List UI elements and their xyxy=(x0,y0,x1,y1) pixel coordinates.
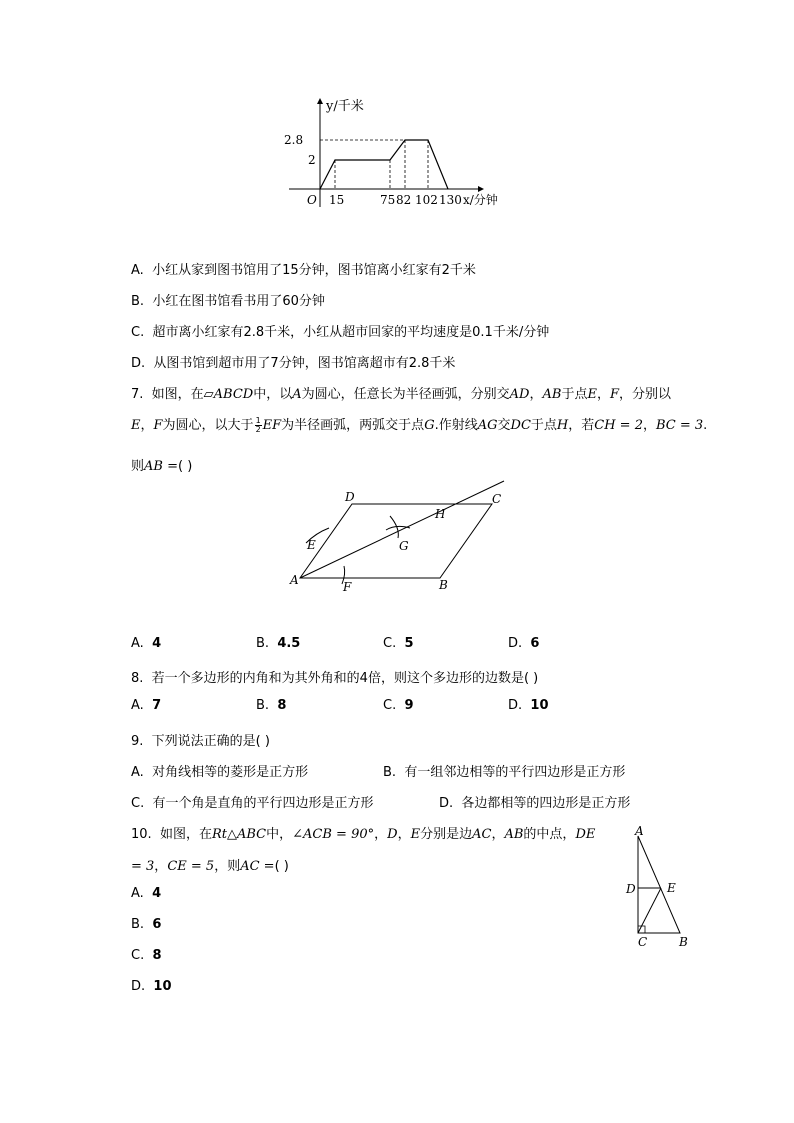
q10-stem-line2: = 3，CE = 5，则AC =( ) xyxy=(131,859,289,874)
y-tick-2: 2 xyxy=(308,153,316,167)
q7-option-c: C. 5 xyxy=(383,636,414,651)
q6-option-b: B. 小红在图书馆看书用了60分钟 xyxy=(131,294,325,309)
x-tick-130: 130 xyxy=(439,193,462,207)
label-b: B xyxy=(439,578,448,592)
q7-stem-line1: 7. 如图，在▱ABCD中，以A为圆心，任意长为半径画弧，分别交AD，AB于点E，F，分别以 xyxy=(131,387,672,402)
q10-option-b: B. 6 xyxy=(131,917,162,932)
q8-option-c: C. 9 xyxy=(383,698,414,713)
q7-option-b: B. 4.5 xyxy=(256,636,301,651)
q10-option-d: D. 10 xyxy=(131,979,172,994)
label-h: H xyxy=(435,507,446,521)
q7-stem-line3: 则AB =( ) xyxy=(131,459,193,474)
origin-label: O xyxy=(307,193,317,207)
label-c: C xyxy=(492,492,502,506)
q9-stem: 9. 下列说法正确的是( ) xyxy=(131,734,270,749)
label-e: E xyxy=(667,881,676,895)
ray-ag xyxy=(300,481,504,578)
graph-line xyxy=(320,140,448,189)
label-b: B xyxy=(679,935,688,949)
q8-stem: 8. 若一个多边形的内角和为其外角和的4倍，则这个多边形的边数是( ) xyxy=(131,671,539,686)
q9-option-d: D. 各边都相等的四边形是正方形 xyxy=(439,796,631,811)
y-axis-label: y/千米 xyxy=(326,99,364,114)
q7-option-a: A. 4 xyxy=(131,636,162,651)
q8-option-a: A. 7 xyxy=(131,698,162,713)
q10-option-c: C. 8 xyxy=(131,948,162,963)
fraction-one-half: $\frac{1}{2}$ xyxy=(255,416,261,434)
q8-option-d: D. 10 xyxy=(508,698,549,713)
q8-option-b: B. 8 xyxy=(256,698,287,713)
label-a: A xyxy=(290,573,299,587)
y-tick-2.8: 2.8 xyxy=(284,133,304,147)
x-tick-15: 15 xyxy=(329,193,345,207)
q10-stem-line1: 10. 如图，在Rt△ABC中，∠ACB = 90°，D，E分别是边AC，AB的中点，DE xyxy=(131,827,596,842)
x-tick-82: 82 xyxy=(396,193,412,207)
parallelogram-figure xyxy=(280,478,520,596)
x-axis-label: x/分钟 xyxy=(463,193,498,207)
label-a: A xyxy=(635,824,644,838)
label-e: E xyxy=(307,538,316,552)
q9-option-b: B. 有一组邻边相等的平行四边形是正方形 xyxy=(383,765,626,780)
q10-option-a: A. 4 xyxy=(131,886,162,901)
q9-option-a: A. 对角线相等的菱形是正方形 xyxy=(131,765,309,780)
q6-option-a: A. 小红从家到图书馆用了15分钟，图书馆离小红家有2千米 xyxy=(131,263,476,278)
q7-stem-line2: E，F为圆心，以大于 $\frac{1}{2}$ EF为半径画弧，两弧交于点G.作射线AG交DC于点H，若CH = 2，BC = 3. xyxy=(131,416,708,434)
q6-option-c: C. 超市离小红家有2.8千米，小红从超市回家的平均速度是0.1千米/分钟 xyxy=(131,325,550,340)
x-axis-arrow xyxy=(478,186,484,192)
x-tick-102: 102 xyxy=(415,193,438,207)
q9-option-c: C. 有一个角是直角的平行四边形是正方形 xyxy=(131,796,374,811)
label-c: C xyxy=(638,935,648,949)
distance-time-graph xyxy=(282,94,522,214)
label-d: D xyxy=(345,490,355,504)
label-g: G xyxy=(399,539,409,553)
y-axis-arrow xyxy=(317,98,323,104)
label-f: F xyxy=(343,580,352,594)
x-tick-75: 75 xyxy=(380,193,396,207)
q7-option-d: D. 6 xyxy=(508,636,540,651)
parallelogram-abcd xyxy=(300,504,492,578)
right-triangle-figure xyxy=(618,822,698,952)
q6-option-d: D. 从图书馆到超市用了7分钟，图书馆离超市有2.8千米 xyxy=(131,356,456,371)
label-d: D xyxy=(626,882,636,896)
